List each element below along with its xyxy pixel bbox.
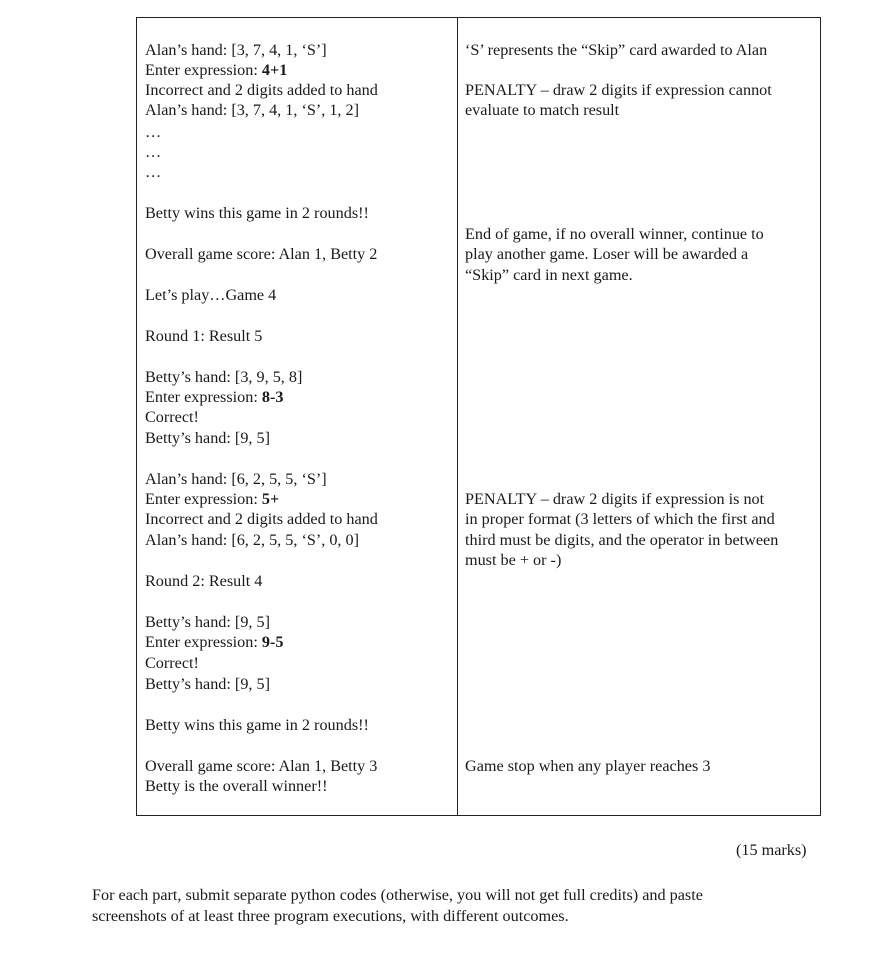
- transcript-line: Betty’s hand: [9, 5]: [145, 613, 270, 631]
- ellipsis-line: …: [145, 143, 162, 161]
- note-line: End of game, if no overall winner, continue to: [465, 225, 764, 243]
- note-line: evaluate to match result: [465, 101, 620, 119]
- submission-instructions: [92, 885, 832, 927]
- instruction-line: screenshots of at least three program executions, with different outcomes.: [92, 907, 569, 925]
- note-line: “Skip” card in next game.: [465, 266, 633, 284]
- transcript-line: Betty is the overall winner!!: [145, 777, 328, 795]
- note-line: ‘S’ represents the “Skip” card awarded to Alan: [465, 41, 768, 59]
- transcript-line: Correct!: [145, 654, 199, 672]
- ellipsis-line: …: [145, 123, 162, 141]
- transcript-line: Enter expression: 4+1: [145, 61, 288, 79]
- transcript-line: Overall game score: Alan 1, Betty 3: [145, 757, 378, 775]
- transcript-line: Let’s play…Game 4: [145, 286, 277, 304]
- transcript-line: Alan’s hand: [6, 2, 5, 5, ‘S’]: [145, 470, 327, 488]
- transcript-line: Betty wins this game in 2 rounds!!: [145, 204, 369, 222]
- example-run-table: [136, 17, 821, 816]
- note-line: must be + or -): [465, 551, 562, 569]
- marks-label: (15 marks): [736, 841, 807, 859]
- transcript-line: Overall game score: Alan 1, Betty 2: [145, 245, 378, 263]
- note-line: play another game. Loser will be awarded a: [465, 245, 749, 263]
- note-line: in proper format (3 letters of which the first and: [465, 510, 775, 528]
- transcript-line: Correct!: [145, 408, 199, 426]
- transcript-line: Incorrect and 2 digits added to hand: [145, 510, 378, 528]
- transcript-line: Betty’s hand: [9, 5]: [145, 675, 270, 693]
- note-line: Game stop when any player reaches 3: [465, 757, 711, 775]
- transcript-line: Betty’s hand: [3, 9, 5, 8]: [145, 368, 303, 386]
- transcript-line: Enter expression: 5+: [145, 490, 280, 508]
- transcript-line: Incorrect and 2 digits added to hand: [145, 81, 378, 99]
- note-line: PENALTY – draw 2 digits if expression is not: [465, 490, 765, 508]
- instruction-line: For each part, submit separate python codes (otherwise, you will not get full credits) and paste: [92, 886, 703, 904]
- column-divider: [457, 18, 458, 815]
- transcript-line: Alan’s hand: [6, 2, 5, 5, ‘S’, 0, 0]: [145, 531, 360, 549]
- ellipsis-line: …: [145, 163, 162, 181]
- note-line: PENALTY – draw 2 digits if expression cannot: [465, 81, 772, 99]
- transcript-line: Betty wins this game in 2 rounds!!: [145, 716, 369, 734]
- transcript-line: Enter expression: 8-3: [145, 388, 284, 406]
- transcript-line: Round 1: Result 5: [145, 327, 263, 345]
- transcript-line: Betty’s hand: [9, 5]: [145, 429, 270, 447]
- transcript-line: Round 2: Result 4: [145, 572, 263, 590]
- transcript-line: Enter expression: 9-5: [145, 633, 284, 651]
- note-line: third must be digits, and the operator in between: [465, 531, 779, 549]
- transcript-line: Alan’s hand: [3, 7, 4, 1, ‘S’]: [145, 41, 327, 59]
- transcript-line: Alan’s hand: [3, 7, 4, 1, ‘S’, 1, 2]: [145, 101, 360, 119]
